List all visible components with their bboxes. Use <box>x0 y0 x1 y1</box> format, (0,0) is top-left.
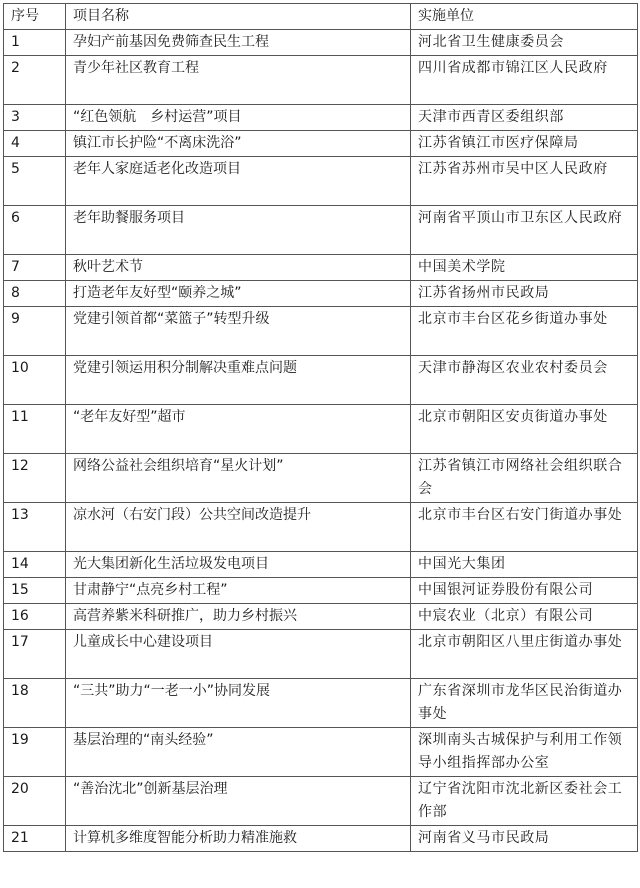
cell-implementing-unit: 四川省成都市锦江区人民政府 <box>411 56 638 105</box>
cell-implementing-unit: 河南省义马市民政局 <box>411 826 638 852</box>
cell-index: 10 <box>4 356 66 405</box>
cell-implementing-unit: 深圳南头古城保护与利用工作领导小组指挥部办公室 <box>411 728 638 777</box>
table-row <box>4 454 638 503</box>
table-row <box>4 56 638 105</box>
cell-project-name: 计算机多维度智能分析助力精准施救 <box>66 826 411 852</box>
cell-project-name: 光大集团新化生活垃圾发电项目 <box>66 552 411 578</box>
cell-index: 3 <box>4 105 66 131</box>
cell-index: 7 <box>4 255 66 281</box>
table-row <box>4 503 638 552</box>
cell-project-name: 老年助餐服务项目 <box>66 206 411 255</box>
cell-implementing-unit: 天津市西青区委组织部 <box>411 105 638 131</box>
cell-index: 15 <box>4 578 66 604</box>
cell-implementing-unit: 北京市丰台区右安门街道办事处 <box>411 503 638 552</box>
table-row <box>4 777 638 826</box>
table-row <box>4 679 638 728</box>
cell-index: 8 <box>4 281 66 307</box>
cell-implementing-unit: 河南省平顶山市卫东区人民政府 <box>411 206 638 255</box>
cell-implementing-unit: 天津市静海区农业农村委员会 <box>411 356 638 405</box>
cell-index: 13 <box>4 503 66 552</box>
cell-project-name: 儿童成长中心建设项目 <box>66 630 411 679</box>
cell-index: 12 <box>4 454 66 503</box>
cell-implementing-unit: 中国银河证券股份有限公司 <box>411 578 638 604</box>
cell-index: 4 <box>4 131 66 157</box>
cell-implementing-unit: 中国美术学院 <box>411 255 638 281</box>
cell-implementing-unit: 河北省卫生健康委员会 <box>411 30 638 56</box>
cell-index: 17 <box>4 630 66 679</box>
header-index: 序号 <box>4 4 66 30</box>
table-row <box>4 356 638 405</box>
cell-implementing-unit: 江苏省扬州市民政局 <box>411 281 638 307</box>
cell-implementing-unit: 广东省深圳市龙华区民治街道办事处 <box>411 679 638 728</box>
cell-implementing-unit: 北京市朝阳区八里庄街道办事处 <box>411 630 638 679</box>
cell-implementing-unit: 中宸农业（北京）有限公司 <box>411 604 638 630</box>
header-implementing-unit: 实施单位 <box>411 4 638 30</box>
cell-project-name: 老年人家庭适老化改造项目 <box>66 157 411 206</box>
table-row <box>4 826 638 852</box>
cell-index: 16 <box>4 604 66 630</box>
table-row <box>4 552 638 578</box>
table-row <box>4 255 638 281</box>
cell-project-name: 镇江市长护险“不离床洗浴” <box>66 131 411 157</box>
table-header-row <box>4 4 638 30</box>
cell-index: 6 <box>4 206 66 255</box>
cell-index: 9 <box>4 307 66 356</box>
table-row <box>4 105 638 131</box>
table-row <box>4 578 638 604</box>
cell-project-name: 打造老年友好型“颐养之城” <box>66 281 411 307</box>
cell-index: 21 <box>4 826 66 852</box>
table-row <box>4 630 638 679</box>
table-row <box>4 307 638 356</box>
table-row <box>4 157 638 206</box>
cell-project-name: 基层治理的“南头经验” <box>66 728 411 777</box>
cell-project-name: 党建引领首都“菜篮子”转型升级 <box>66 307 411 356</box>
cell-index: 1 <box>4 30 66 56</box>
cell-project-name: 秋叶艺术节 <box>66 255 411 281</box>
cell-project-name: “善治沈北”创新基层治理 <box>66 777 411 826</box>
table-row <box>4 281 638 307</box>
header-project-name: 项目名称 <box>66 4 411 30</box>
table-row <box>4 604 638 630</box>
cell-project-name: 党建引领运用积分制解决重难点问题 <box>66 356 411 405</box>
cell-implementing-unit: 江苏省苏州市吴中区人民政府 <box>411 157 638 206</box>
cell-implementing-unit: 北京市丰台区花乡街道办事处 <box>411 307 638 356</box>
cell-index: 11 <box>4 405 66 454</box>
projects-table <box>3 3 638 852</box>
cell-project-name: “红色领航 乡村运营”项目 <box>66 105 411 131</box>
cell-index: 5 <box>4 157 66 206</box>
cell-implementing-unit: 江苏省镇江市网络社会组织联合会 <box>411 454 638 503</box>
cell-project-name: “老年友好型”超市 <box>66 405 411 454</box>
cell-index: 19 <box>4 728 66 777</box>
cell-project-name: 凉水河（右安门段）公共空间改造提升 <box>66 503 411 552</box>
table-row <box>4 131 638 157</box>
cell-project-name: 青少年社区教育工程 <box>66 56 411 105</box>
cell-implementing-unit: 辽宁省沈阳市沈北新区委社会工作部 <box>411 777 638 826</box>
table-row <box>4 30 638 56</box>
cell-project-name: 高营养紫米科研推广，助力乡村振兴 <box>66 604 411 630</box>
cell-project-name: “三共”助力“一老一小”协同发展 <box>66 679 411 728</box>
table-row <box>4 206 638 255</box>
cell-project-name: 甘肃静宁“点亮乡村工程” <box>66 578 411 604</box>
cell-index: 2 <box>4 56 66 105</box>
cell-project-name: 网络公益社会组织培育“星火计划” <box>66 454 411 503</box>
cell-index: 20 <box>4 777 66 826</box>
cell-project-name: 孕妇产前基因免费筛查民生工程 <box>66 30 411 56</box>
cell-implementing-unit: 北京市朝阳区安贞街道办事处 <box>411 405 638 454</box>
cell-index: 14 <box>4 552 66 578</box>
cell-implementing-unit: 江苏省镇江市医疗保障局 <box>411 131 638 157</box>
table-row <box>4 405 638 454</box>
cell-index: 18 <box>4 679 66 728</box>
cell-implementing-unit: 中国光大集团 <box>411 552 638 578</box>
table-row <box>4 728 638 777</box>
